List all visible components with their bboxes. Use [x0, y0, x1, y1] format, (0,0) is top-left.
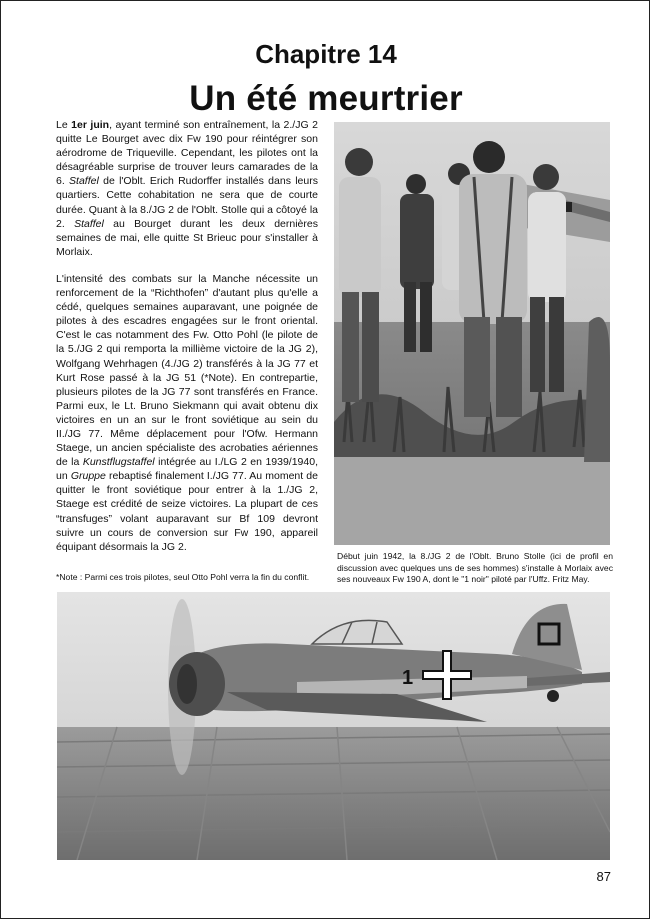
- photo-caption: Début juin 1942, la 8./JG 2 de l'Oblt. Bruno Stolle (ici de profil en discussion avec quelques uns de ses hommes) s'installe à Morlaix avec ses nouveaux Fw 190 A, dont le "1 noir" piloté par l'Uffz. Fritz May.: [337, 551, 613, 584]
- pilots-photo-illustration: [334, 122, 610, 545]
- paragraph-2: L'intensité des combats sur la Manche nécessite un renforcement de la “Richthofen” d'autant plus qu'elle a cédé, quelques semaines auparavant, une poignée de pilotes à des escadres engagées sur le front oriental. C'est le cas notamment des Fw. Otto Pohl (le pilote de la 5./JG 2 qui remporta la millième victoire de la JG 2), Wolfgang Wehrhagen (4./JG 2) transférés à la JG 77 et Kurt Rose passé à la JG 51 (*Note). En contrepartie, plusieurs pilotes de la JG 77 sont transférés en France. Parmi eux, le Lt. Bruno Siekmann qui avait obtenu dix victoires en un an sur le front soviétique au sein du II./JG 77. Même déplacement pour l'Ofw. Hermann Staege, un ancien spécialiste des acrobaties aériennes de la Kunstflugstaffel intégrée au I./LG 2 en 1939/1940, un Gruppe rebaptisé finalement I./JG 77. Au moment de quitter le front soviétique pour entrer à la 1./JG 2, Staege est crédité de seize victoires. La plupart de ces “transfuges” volant auparavant sur Bf 109 devront suivre un cours de conversion sur Fw 190, appareil équipant désormais la JG 2.: [56, 272, 318, 553]
- paragraph-1: Le 1er juin, ayant terminé son entraînement, la 2./JG 2 quitte Le Bourget avec dix Fw 190 pour réintégrer son aérodrome de Triqueville. Cependant, les pilotes ont la désagréable surprise de trouver leurs camarades de la 6. Staffel de l'Oblt. Erich Rudorffer installés dans leurs quartiers. Cette cohabitation ne sera que de courte durée. Quant à la 8./JG 2 de l'Oblt. Stolle qui a côtoyé la 2. Staffel au Bourget durant les deux dernières semaines de mai, elle quitte St Brieuc pour s'installer à Morlaix.: [56, 119, 318, 258]
- chapter-title: Un été meurtrier: [189, 79, 463, 118]
- fuselage-number: 1: [402, 667, 414, 689]
- photo-pilots-airfield: [334, 122, 610, 545]
- photo-fw190-in-flight: [57, 592, 610, 860]
- date-emphasis: 1er juin: [71, 119, 110, 131]
- body-text-column: [56, 118, 318, 554]
- chapter-number: Chapitre 14: [255, 39, 397, 69]
- footnote: *Note : Parmi ces trois pilotes, seul Otto Pohl verra la fin du conflit.: [56, 572, 310, 582]
- page-number: 87: [596, 869, 611, 884]
- fw190-photo-illustration: [57, 592, 610, 860]
